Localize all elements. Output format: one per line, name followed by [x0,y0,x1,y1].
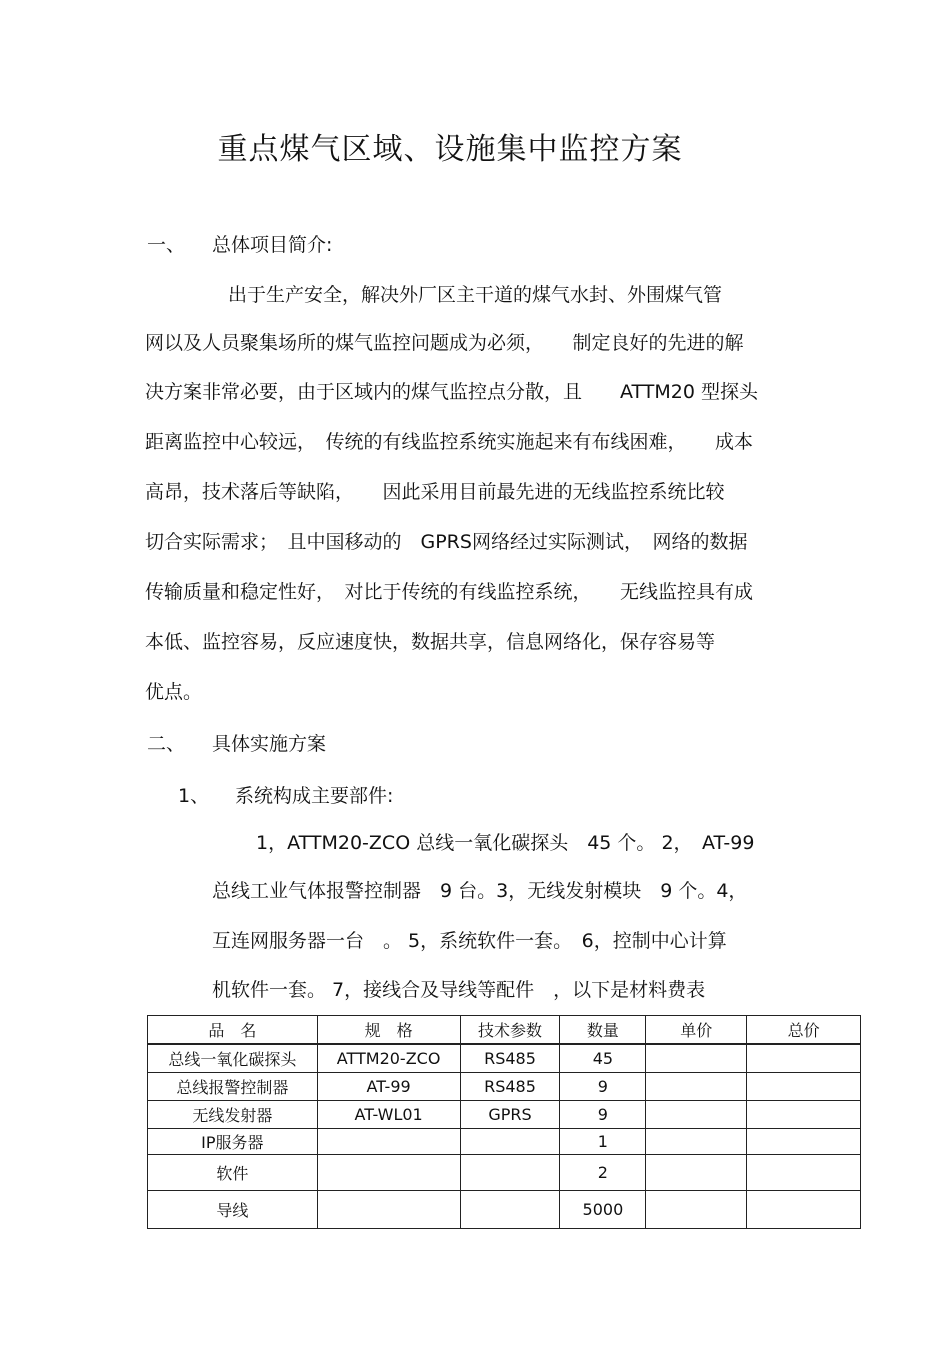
cell-params: RS485 [460,1072,560,1100]
table-row [148,1154,861,1190]
cell-name: 总线一氧化碳探头 [148,1044,318,1072]
cell-unit-price [646,1100,747,1128]
paragraph-line: 高昂，技术落后等缺陷， 因此采用目前最先进的无线监控系统比较 [145,481,725,503]
header-spec: 规 格 [317,1016,460,1045]
table-row [148,1044,861,1072]
cell-total-price [747,1154,861,1190]
cell-name: 无线发射器 [148,1100,318,1128]
cell-spec [317,1190,460,1228]
section-2-number: 二、 [147,733,186,755]
header-params: 技术参数 [460,1016,560,1045]
cell-name: 总线报警控制器 [148,1072,318,1100]
cell-params: GPRS [460,1100,560,1128]
cell-spec: AT-WL01 [317,1100,460,1128]
cell-spec [317,1154,460,1190]
cell-quantity: 9 [560,1072,646,1100]
table-row [148,1128,861,1154]
table-row [148,1072,861,1100]
header-quantity: 数量 [560,1016,646,1045]
cell-unit-price [646,1128,747,1154]
header-total-price: 总价 [747,1016,861,1045]
paragraph-line: 优点。 [145,681,203,703]
paragraph-line: 机软件一套。 7，接线合及导线等配件 ，以下是材料费表 [212,979,706,1001]
materials-table [147,1015,861,1229]
cell-total-price [747,1128,861,1154]
cell-quantity: 5000 [560,1190,646,1228]
cell-total-price [747,1190,861,1228]
header-name: 品 名 [148,1016,318,1045]
cell-total-price [747,1072,861,1100]
paragraph-line: 出于生产安全，解决外厂区主干道的煤气水封、外围煤气管 [228,284,723,306]
paragraph-line: 互连网服务器一台 。 5，系统软件一套。 6，控制中心计算 [212,930,727,952]
paragraph-line: 距离监控中心较远， 传统的有线监控系统实施起来有布线困难， 成本 [145,431,754,453]
cell-spec: ATTM20-ZCO [317,1044,460,1072]
cell-unit-price [646,1072,747,1100]
paragraph-line: 本低、监控容易，反应速度快，数据共享，信息网络化，保存容易等 [145,631,716,653]
subsection-number: 1、 [178,785,210,807]
cell-name: 软件 [148,1154,318,1190]
cell-unit-price [646,1044,747,1072]
cell-spec: AT-99 [317,1072,460,1100]
section-1-heading: 总体项目简介: [212,234,333,256]
cell-name: 导线 [148,1190,318,1228]
cell-params: RS485 [460,1044,560,1072]
header-unit-price: 单价 [646,1016,747,1045]
cell-quantity: 45 [560,1044,646,1072]
paragraph-line: 网以及人员聚集场所的煤气监控问题成为必须， 制定良好的先进的解 [145,332,744,354]
table-header-row [148,1016,861,1045]
table-row [148,1100,861,1128]
paragraph-line: 1，ATTM20-ZCO 总线一氧化碳探头 45 个。 2， AT-99 [256,832,755,854]
cell-params [460,1128,560,1154]
cell-name: IP服务器 [148,1128,318,1154]
cell-params [460,1154,560,1190]
section-1-number: 一、 [147,234,186,256]
table-row [148,1190,861,1228]
paragraph-line: 决方案非常必要，由于区域内的煤气监控点分散，且 ATTM20 型探头 [145,381,759,403]
cell-total-price [747,1100,861,1128]
cell-unit-price [646,1154,747,1190]
cell-total-price [747,1044,861,1072]
section-2-heading: 具体实施方案 [212,733,327,755]
cell-spec [317,1128,460,1154]
cell-unit-price [646,1190,747,1228]
cell-quantity: 1 [560,1128,646,1154]
cell-quantity: 2 [560,1154,646,1190]
subsection-heading: 系统构成主要部件: [235,785,394,807]
cell-params [460,1190,560,1228]
cell-quantity: 9 [560,1100,646,1128]
paragraph-line: 传输质量和稳定性好， 对比于传统的有线监控系统， 无线监控具有成 [145,581,754,603]
document-title: 重点煤气区域、设施集中监控方案 [217,132,683,167]
paragraph-line: 切合实际需求； 且中国移动的 GPRS网络经过实际测试， 网络的数据 [145,531,748,553]
paragraph-line: 总线工业气体报警控制器 9 台。3，无线发射模块 9 个。4， [212,880,748,902]
